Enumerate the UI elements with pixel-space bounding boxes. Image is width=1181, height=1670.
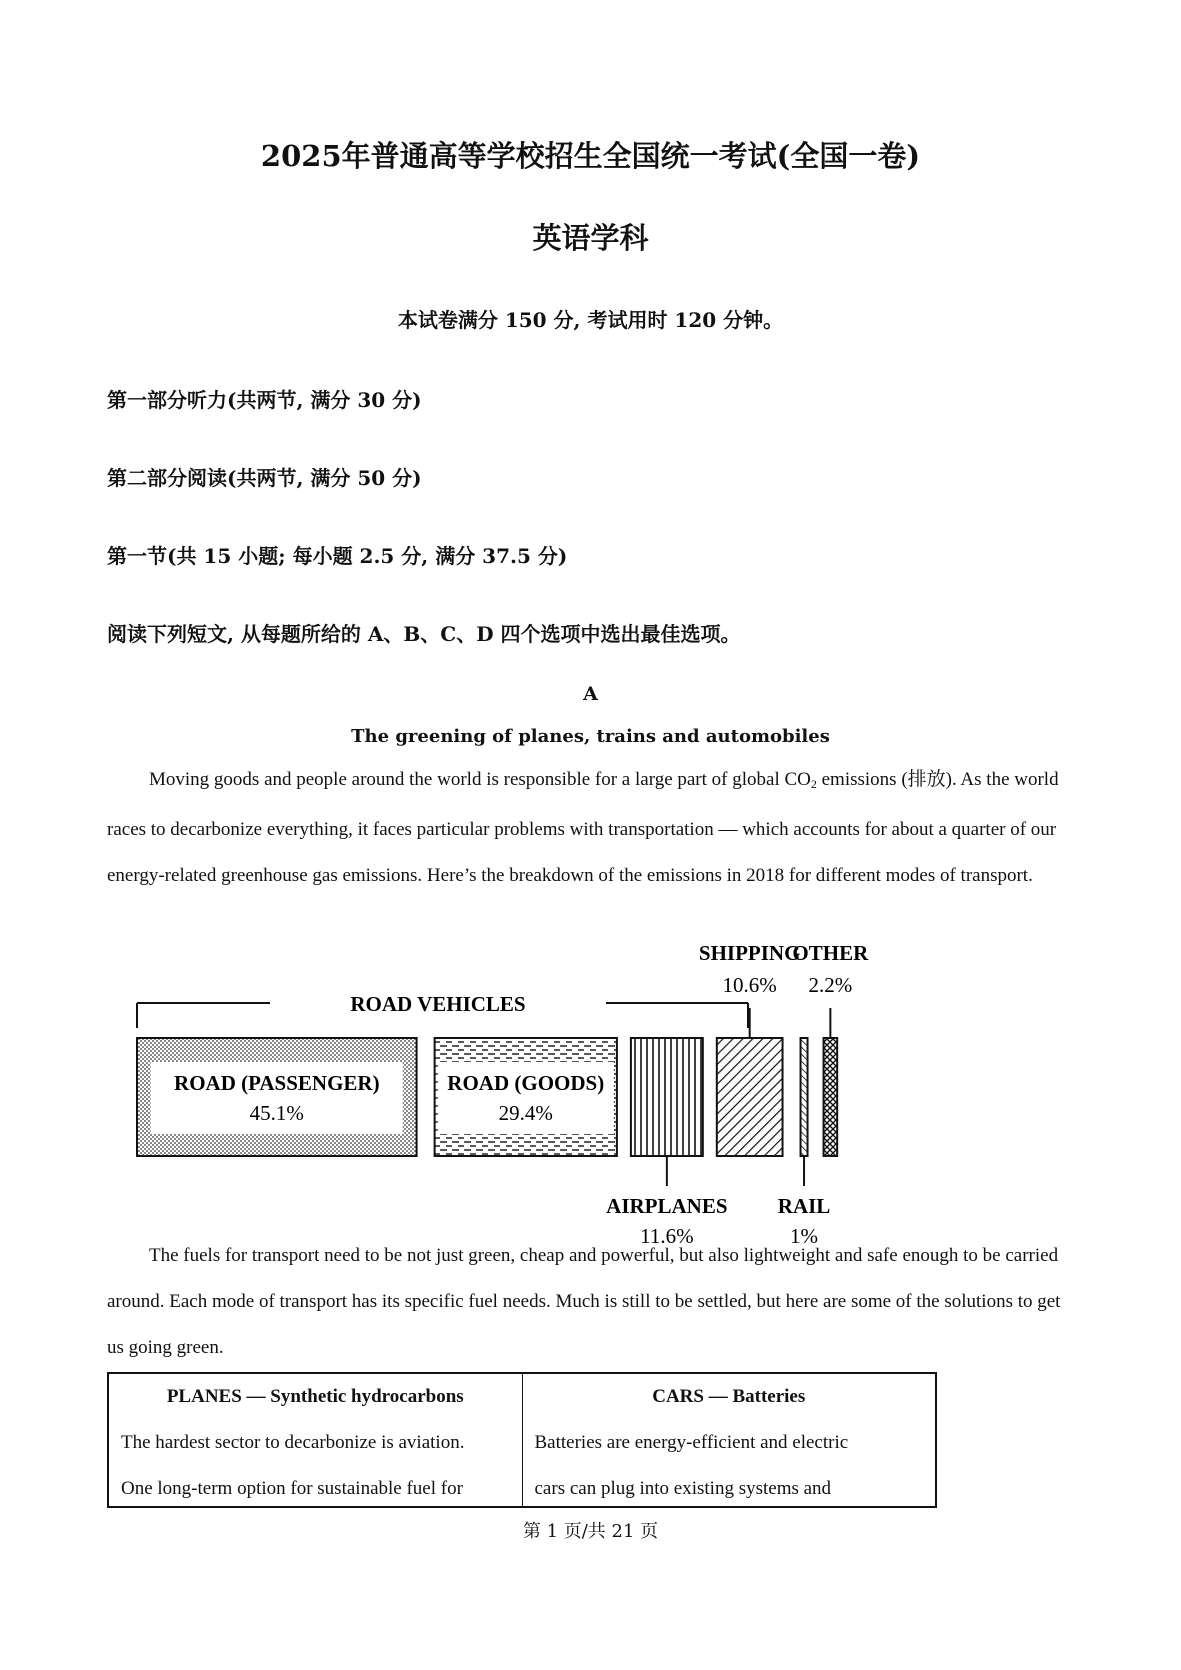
- emissions-chart-svg: [128, 940, 908, 1248]
- table-cell-line: cars can plug into existing systems and: [534, 1478, 832, 1499]
- airplanes-label: AIRPLANES: [606, 1194, 728, 1218]
- road-goods-label: ROAD (GOODS): [447, 1071, 605, 1095]
- shipping-value-label: 10.6%: [722, 973, 777, 997]
- rail-bar: [801, 1038, 808, 1156]
- section-part2: 第二部分阅读(共两节, 满分 50 分): [107, 466, 422, 490]
- shipping-bar: [717, 1038, 783, 1156]
- road-passenger-label: ROAD (PASSENGER): [174, 1071, 380, 1095]
- para1-text-a: Moving goods and people around the world is responsible for a large part of global CO: [149, 769, 811, 790]
- other-value-label: 2.2%: [808, 973, 853, 997]
- page-number: 第 1 页/共 21 页: [522, 1521, 659, 1542]
- road-passenger-value-label: 45.1%: [249, 1101, 304, 1125]
- table-cell-line: The hardest sector to decarbonize is aviation.: [121, 1432, 465, 1453]
- table-header-planes: PLANES — Synthetic hydrocarbons: [166, 1386, 464, 1407]
- other-bar: [824, 1038, 838, 1156]
- table-col-planes: [109, 1374, 522, 1506]
- para1-text-b: emissions (排放). As the world races to decarbonize everything, it faces particular problems with transportation — which accounts for about a quarter of our energy-related greenhouse gas emissions. Here’s the breakdown of the emissions in 2018 for different modes of transport.: [107, 769, 1059, 886]
- road-vehicles-label: ROAD VEHICLES: [350, 992, 526, 1016]
- airplanes-bar: [631, 1038, 703, 1156]
- section-part1: 第一部分听力(共两节, 满分 30 分): [107, 388, 422, 412]
- rail-value-label: 1%: [790, 1224, 819, 1248]
- instruction: 阅读下列短文, 从每题所给的 A、B、C、D 四个选项中选出最佳选项。: [107, 622, 741, 646]
- other-label: OTHER: [792, 941, 869, 965]
- road-goods-value-label: 29.4%: [498, 1101, 553, 1125]
- airplanes-value-label: 11.6%: [640, 1224, 694, 1248]
- shipping-label: SHIPPING: [698, 941, 801, 965]
- rail-label: RAIL: [777, 1194, 831, 1218]
- section-1-heading: 第一节(共 15 小题; 每小题 2.5 分, 满分 37.5 分): [107, 544, 568, 568]
- exam-title: 2025年普通高等学校招生全国统一考试(全国一卷): [260, 139, 921, 173]
- subject-title: 英语学科: [532, 221, 649, 255]
- passage-paragraph-1: [107, 757, 1077, 899]
- table-cell-line: One long-term option for sustainable fuel for: [121, 1478, 463, 1499]
- passage-letter: A: [583, 683, 598, 705]
- para2-text: The fuels for transport need to be not just green, cheap and powerful, but also lightweight and safe enough to be carried around. Each mode of transport has its specific fuel needs. Much is still to be settled, but here are some of the solutions to get us going green.: [107, 1245, 1061, 1358]
- road-vehicles-bracket: [137, 992, 748, 1028]
- emissions-chart: [128, 940, 908, 1248]
- exam-note: 本试卷满分 150 分, 考试用时 120 分钟。: [397, 308, 784, 332]
- co2-subscript: 2: [810, 777, 817, 791]
- passage-title: The greening of planes, trains and automobiles: [351, 726, 830, 747]
- table-cell-line: Batteries are energy-efficient and electric: [534, 1432, 849, 1453]
- table-col-cars: [522, 1374, 936, 1506]
- table-header-cars: CARS — Batteries: [652, 1386, 806, 1407]
- passage-paragraph-2: [107, 1233, 1077, 1371]
- solutions-table: [107, 1372, 937, 1508]
